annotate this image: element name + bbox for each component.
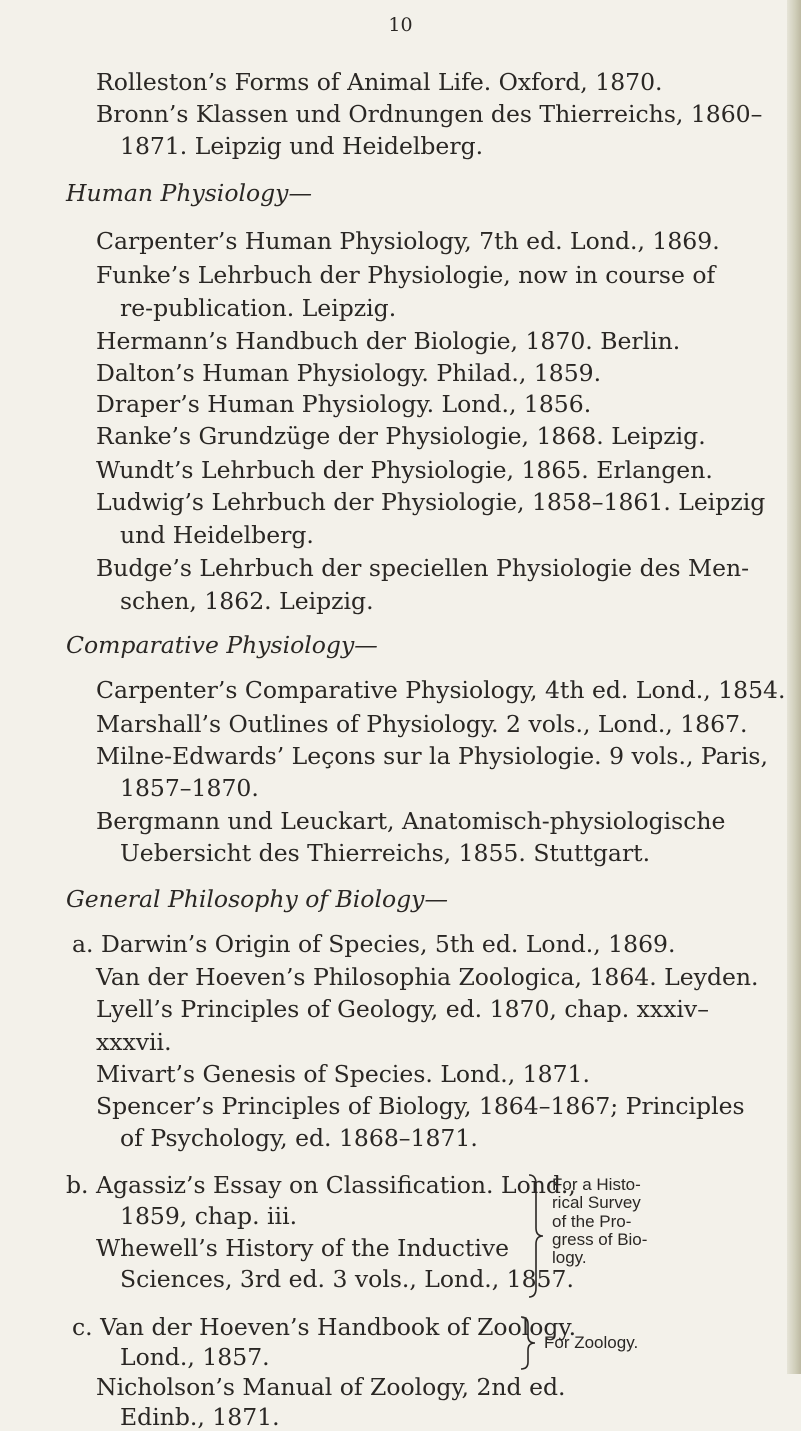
text-line: c. Van der Hoeven’s Handbook of Zoology. (72, 1313, 577, 1341)
text-line: Dalton’s Human Physiology. Philad., 1859. (96, 359, 602, 387)
section-heading-general-philosophy: General Philosophy of Biology— (66, 885, 448, 913)
page-number: 10 (388, 14, 413, 36)
curly-brace-b (526, 1172, 546, 1300)
text-line: und Heidelberg. (120, 521, 314, 549)
margin-note-c: For Zoology. (544, 1333, 639, 1352)
text-line: Edinb., 1871. (120, 1403, 280, 1431)
margin-note-b: For a Histo- rical Survey of the Pro- gress of Bio- logy. (552, 1175, 648, 1268)
text-line: of Psychology, ed. 1868–1871. (120, 1124, 478, 1152)
text-line: a. Darwin’s Origin of Species, 5th ed. Lond., 1869. (72, 930, 676, 958)
text-line: Carpenter’s Human Physiology, 7th ed. Lond., 1869. (96, 227, 720, 255)
text-line: Funke’s Lehrbuch der Physiologie, now in course of (96, 261, 716, 289)
page-edge-shadow (787, 0, 801, 1374)
text-line: Nicholson’s Manual of Zoology, 2nd ed. (96, 1373, 566, 1401)
curly-brace-c (518, 1314, 538, 1372)
section-heading-comparative-physiology: Comparative Physiology— (66, 631, 378, 659)
text-line: Van der Hoeven’s Philosophia Zoologica, 1864. Leyden. (96, 963, 759, 991)
section-heading-human-physiology: Human Physiology— (66, 179, 312, 207)
text-line: Ludwig’s Lehrbuch der Physiologie, 1858–1861. Leipzig (96, 488, 766, 516)
text-line: Ranke’s Grundzüge der Physiologie, 1868. Leipzig. (96, 422, 706, 450)
text-line: Spencer’s Principles of Biology, 1864–1867; Principles (96, 1092, 745, 1120)
text-line: Mivart’s Genesis of Species. Lond., 1871. (96, 1060, 590, 1088)
text-line: Uebersicht des Thierreichs, 1855. Stuttgart. (120, 839, 651, 867)
text-line: b. Agassiz’s Essay on Classification. Lond., (66, 1171, 576, 1199)
text-line: Lyell’s Principles of Geology, ed. 1870, chap. xxxiv– (96, 995, 709, 1023)
text-line: Milne-Edwards’ Leçons sur la Physiologie. 9 vols., Paris, (96, 742, 768, 770)
text-line: schen, 1862. Leipzig. (120, 587, 374, 615)
text-line: Marshall’s Outlines of Physiology. 2 vols., Lond., 1867. (96, 710, 748, 738)
text-line: 1871. Leipzig und Heidelberg. (120, 132, 484, 160)
text-line: Draper’s Human Physiology. Lond., 1856. (96, 390, 592, 418)
text-line: 1857–1870. (120, 774, 259, 802)
text-line: Rolleston’s Forms of Animal Life. Oxford, 1870. (96, 68, 663, 96)
text-line: Whewell’s History of the Inductive (96, 1234, 510, 1262)
text-line: Bronn’s Klassen und Ordnungen des Thierreichs, 1860– (96, 100, 763, 128)
text-line: Sciences, 3rd ed. 3 vols., Lond., 1857. (120, 1265, 574, 1293)
text-line: xxxvii. (96, 1028, 172, 1056)
text-line: re-publication. Leipzig. (120, 294, 397, 322)
text-line: Lond., 1857. (120, 1343, 270, 1371)
text-line: Wundt’s Lehrbuch der Physiologie, 1865. Erlangen. (96, 456, 713, 484)
text-line: Hermann’s Handbuch der Biologie, 1870. Berlin. (96, 327, 681, 355)
text-line: 1859, chap. iii. (120, 1202, 298, 1230)
text-line: Carpenter’s Comparative Physiology, 4th ed. Lond., 1854. (96, 676, 786, 704)
text-line: Bergmann und Leuckart, Anatomisch-physiologische (96, 807, 726, 835)
text-line: Budge’s Lehrbuch der speciellen Physiologie des Men- (96, 554, 750, 582)
